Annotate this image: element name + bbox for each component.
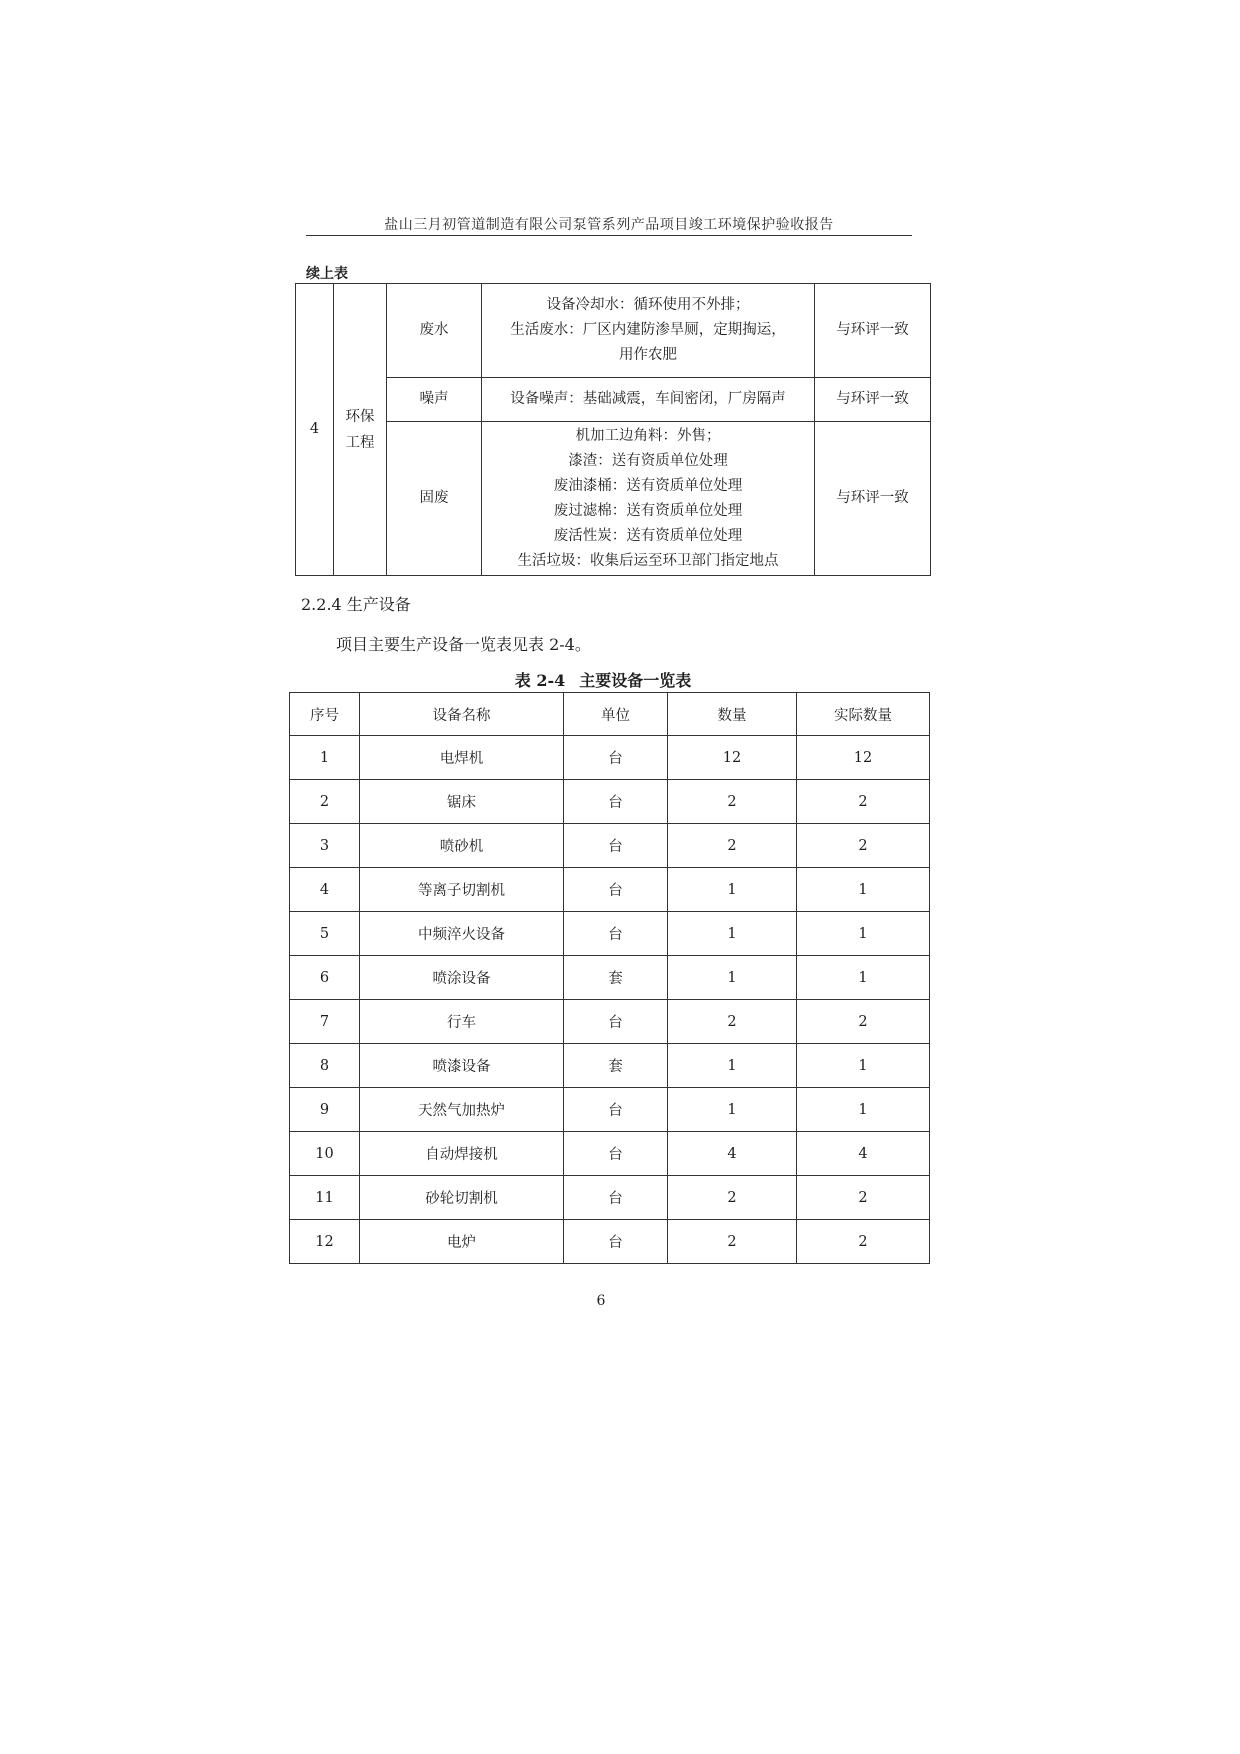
measure-line: 设备冷却水：循环使用不外排； bbox=[546, 297, 750, 313]
table-cell: 锯床 bbox=[360, 780, 564, 824]
table-cell: 台 bbox=[564, 824, 668, 868]
table-caption-number: 表 2-4 bbox=[514, 671, 566, 690]
measure-line: 废油漆桶：送有资质单位处理 bbox=[553, 477, 743, 494]
table-cell: 1 bbox=[290, 736, 360, 780]
measure-line: 废过滤棉：送有资质单位处理 bbox=[553, 502, 743, 519]
measure-line: 生活废水：厂区内建防渗旱厕，定期掏运， bbox=[510, 322, 786, 338]
table-cell: 12 bbox=[668, 736, 797, 780]
item-cell: 废水 bbox=[387, 284, 482, 378]
table-cell: 喷漆设备 bbox=[360, 1044, 564, 1088]
header-rule bbox=[306, 235, 912, 236]
table-caption-title: 主要设备一览表 bbox=[579, 671, 692, 690]
table-row bbox=[296, 422, 931, 576]
table-cell: 台 bbox=[564, 1000, 668, 1044]
table-cell: 1 bbox=[668, 1088, 797, 1132]
table-cell: 1 bbox=[797, 912, 930, 956]
table-cell: 8 bbox=[290, 1044, 360, 1088]
item-cell: 噪声 bbox=[387, 378, 482, 422]
table-cell: 台 bbox=[564, 736, 668, 780]
table-header-row bbox=[290, 693, 930, 736]
table-cell: 喷涂设备 bbox=[360, 956, 564, 1000]
table-cell: 5 bbox=[290, 912, 360, 956]
table-cell: 喷砂机 bbox=[360, 824, 564, 868]
measure-line: 漆渣：送有资质单位处理 bbox=[568, 452, 728, 469]
table-cell: 2 bbox=[797, 1176, 930, 1220]
table-row bbox=[290, 868, 930, 912]
header-cell: 设备名称 bbox=[360, 693, 564, 736]
table-cell: 电炉 bbox=[360, 1220, 564, 1264]
table-cell: 套 bbox=[564, 1044, 668, 1088]
measures-cell bbox=[482, 284, 815, 378]
continued-table-label: 续上表 bbox=[306, 266, 348, 282]
table-cell: 7 bbox=[290, 1000, 360, 1044]
item-cell: 固废 bbox=[387, 422, 482, 576]
table-cell: 2 bbox=[668, 1220, 797, 1264]
measure-line: 用作农肥 bbox=[619, 347, 677, 363]
table-row bbox=[290, 912, 930, 956]
header-cell: 实际数量 bbox=[797, 693, 930, 736]
table-row bbox=[290, 1132, 930, 1176]
header-cell: 序号 bbox=[290, 693, 360, 736]
table-cell: 9 bbox=[290, 1088, 360, 1132]
table-row bbox=[290, 824, 930, 868]
table-cell: 1 bbox=[797, 1044, 930, 1088]
table-cell: 自动焊接机 bbox=[360, 1132, 564, 1176]
table-cell: 12 bbox=[290, 1220, 360, 1264]
table-cell: 1 bbox=[668, 912, 797, 956]
measure-line: 机加工边角料：外售； bbox=[575, 427, 721, 444]
table-cell: 2 bbox=[797, 824, 930, 868]
header-cell: 数量 bbox=[668, 693, 797, 736]
table-cell: 11 bbox=[290, 1176, 360, 1220]
table-row bbox=[290, 1088, 930, 1132]
table-cell: 电焊机 bbox=[360, 736, 564, 780]
table-cell: 1 bbox=[668, 956, 797, 1000]
status-cell: 与环评一致 bbox=[815, 378, 931, 422]
table-row bbox=[296, 284, 931, 378]
table-cell: 等离子切割机 bbox=[360, 868, 564, 912]
table-cell: 1 bbox=[797, 1088, 930, 1132]
table-row bbox=[290, 1220, 930, 1264]
page-header-title: 盐山三月初管道制造有限公司泵管系列产品项目竣工环境保护验收报告 bbox=[384, 217, 834, 233]
table-cell: 台 bbox=[564, 868, 668, 912]
table-cell: 台 bbox=[564, 780, 668, 824]
table-cell: 1 bbox=[668, 868, 797, 912]
section-paragraph: 项目主要生产设备一览表见表 2-4。 bbox=[336, 635, 591, 654]
measures-cell bbox=[482, 422, 815, 576]
table-cell: 1 bbox=[797, 956, 930, 1000]
table-cell: 天然气加热炉 bbox=[360, 1088, 564, 1132]
page-number: 6 bbox=[596, 1293, 606, 1309]
table-cell: 2 bbox=[797, 1220, 930, 1264]
table-cell: 台 bbox=[564, 1088, 668, 1132]
table-cell: 3 bbox=[290, 824, 360, 868]
equipment-table bbox=[289, 692, 930, 1264]
table-cell: 台 bbox=[564, 1220, 668, 1264]
table-row bbox=[290, 1176, 930, 1220]
table-row bbox=[290, 736, 930, 780]
table-row bbox=[290, 956, 930, 1000]
table-cell: 2 bbox=[668, 1000, 797, 1044]
table-cell: 6 bbox=[290, 956, 360, 1000]
table-cell: 10 bbox=[290, 1132, 360, 1176]
measure-line: 废活性炭：送有资质单位处理 bbox=[553, 527, 743, 544]
row-number-cell: 4 bbox=[296, 284, 334, 576]
table-cell: 12 bbox=[797, 736, 930, 780]
status-cell: 与环评一致 bbox=[815, 284, 931, 378]
table-row bbox=[290, 1044, 930, 1088]
table-row bbox=[290, 780, 930, 824]
section-heading: 2.2.4 生产设备 bbox=[301, 595, 411, 614]
measure-line: 设备噪声：基础减震，车间密闭，厂房隔声 bbox=[510, 391, 786, 407]
header-cell: 单位 bbox=[564, 693, 668, 736]
table-cell: 4 bbox=[290, 868, 360, 912]
table-cell: 台 bbox=[564, 1176, 668, 1220]
table-cell: 1 bbox=[668, 1044, 797, 1088]
table-cell: 台 bbox=[564, 1132, 668, 1176]
environmental-works-table bbox=[295, 283, 931, 576]
table-cell: 行车 bbox=[360, 1000, 564, 1044]
category-cell: 环保工程 bbox=[334, 284, 387, 576]
table-cell: 台 bbox=[564, 912, 668, 956]
table-cell: 2 bbox=[668, 780, 797, 824]
table-cell: 1 bbox=[797, 868, 930, 912]
table-cell: 中频淬火设备 bbox=[360, 912, 564, 956]
measures-cell bbox=[482, 378, 815, 422]
table-cell: 4 bbox=[668, 1132, 797, 1176]
table-cell: 砂轮切割机 bbox=[360, 1176, 564, 1220]
table-cell: 2 bbox=[797, 780, 930, 824]
table-cell: 4 bbox=[797, 1132, 930, 1176]
table-cell: 2 bbox=[668, 824, 797, 868]
table-cell: 2 bbox=[797, 1000, 930, 1044]
table-caption bbox=[290, 668, 930, 691]
table-row bbox=[290, 1000, 930, 1044]
table-cell: 套 bbox=[564, 956, 668, 1000]
status-cell: 与环评一致 bbox=[815, 422, 931, 576]
table-row bbox=[296, 378, 931, 422]
table-cell: 2 bbox=[290, 780, 360, 824]
table-cell: 2 bbox=[668, 1176, 797, 1220]
measure-line: 生活垃圾：收集后运至环卫部门指定地点 bbox=[517, 552, 779, 569]
